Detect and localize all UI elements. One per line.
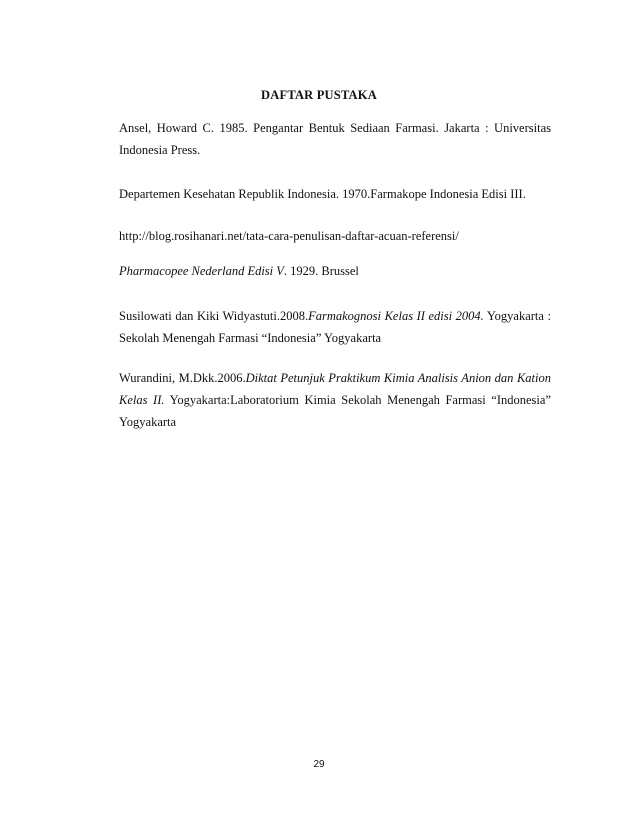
reference-wurandini: Wurandini, M.Dkk.2006.Diktat Petunjuk Praktikum Kimia Analisis Anion dan Kation Kelas II. Yogyakarta:Laboratorium Kimia Sekolah Menengah Farmasi “Indonesia” Yogyakarta <box>119 371 551 429</box>
reference-pharmacopee: Pharmacopee Nederland Edisi V. 1929. Brussel <box>119 264 359 278</box>
reference-url[interactable]: http://blog.rosihanari.net/tata-cara-penulisan-daftar-acuan-referensi/ <box>119 229 459 243</box>
page-number: 29 <box>313 759 325 770</box>
reference-wurandini-title: Diktat Petunjuk Praktikum Kimia Analisis Anion dan Kation Kelas II. <box>119 371 551 407</box>
reference-ansel: Ansel, Howard C. 1985. Pengantar Bentuk Sediaan Farmasi. Jakarta : Universitas Indonesia Press. <box>119 121 551 157</box>
page-title: DAFTAR PUSTAKA <box>261 88 377 102</box>
reference-susilowati-title: Farmakognosi Kelas II edisi 2004. <box>308 309 484 323</box>
reference-susilowati: Susilowati dan Kiki Widyastuti.2008.Farmakognosi Kelas II edisi 2004. Yogyakarta : Sekolah Menengah Farmasi “Indonesia” Yogyakarta <box>119 309 551 345</box>
reference-depkes: Departemen Kesehatan Republik Indonesia. 1970.Farmakope Indonesia Edisi III. <box>119 187 526 201</box>
reference-pharmacopee-title: Pharmacopee Nederland Edisi V <box>119 264 284 278</box>
